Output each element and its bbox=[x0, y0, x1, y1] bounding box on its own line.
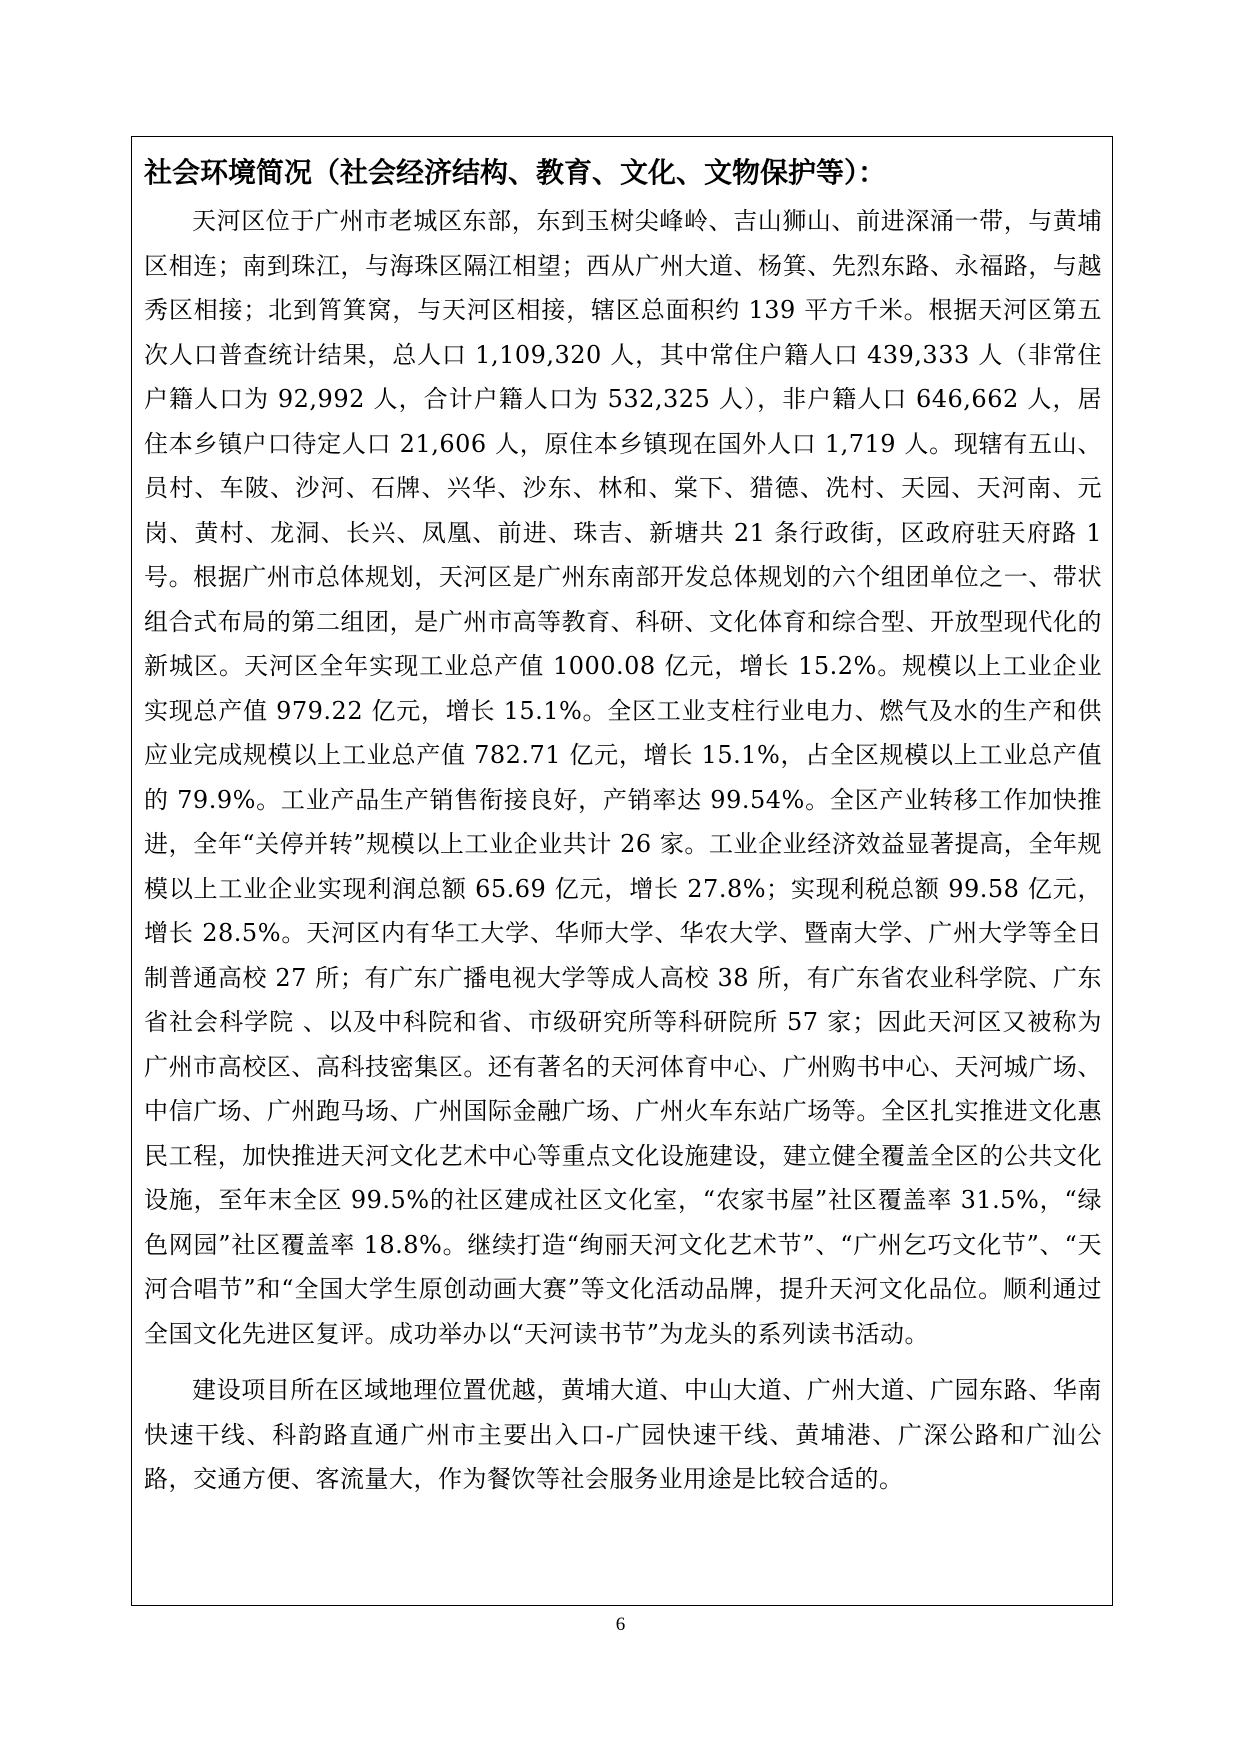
section-heading: 社会环境简况（社会经济结构、教育、文化、文物保护等）： bbox=[144, 156, 887, 189]
body-paragraph-location: 建设项目所在区域地理位置优越，黄埔大道、中山大道、广州大道、广园东路、华南快速干线、科韵路直通广州市主要出入口-广园快速干线、黄埔港、广深公路和广汕公路，交通方便、客流量大，作为餐饮等社会服务业用途是比较合适的。 bbox=[144, 1376, 1102, 1493]
page-number: 6 bbox=[615, 1614, 626, 1635]
body-paragraph-social-environment: 天河区位于广州市老城区东部，东到玉树尖峰岭、吉山狮山、前进深涌一带，与黄埔区相连；南到珠江，与海珠区隔江相望；西从广州大道、杨箕、先烈东路、永福路，与越秀区相接；北到筲箕窝，与天河区相接，辖区总面积约 139 平方千米。根据天河区第五次人口普查统计结果，总人口 1,109,320 人，其中常住户籍人口 439,333 人（非常住户籍人口为 92,992 人，合计户籍人口为 532,325 人），非户籍人口 646,662 人，居住本乡镇户口待定人口 21,606 人，原住本乡镇现在国外人口 1,719 人。现辖有五山、员村、车陂、沙河、石牌、兴华、沙东、林和、棠下、猎德、冼村、天园、天河南、元岗、黄村、龙洞、长兴、凤凰、前进、珠吉、新塘共 21 条行政街，区政府驻天府路 1 号。根据广州市总体规划，天河区是广州东南部开发总体规划的六个组团单位之一、带状组合式布局的第二组团，是广州市高等教育、科研、文化体育和综合型、开放型现代化的新城区。天河区全年实现工业总产值 1000.08 亿元，增长 15.2%。规模以上工业企业实现总产值 979.22 亿元，增长 15.1%。全区工业支柱行业电力、燃气及水的生产和供应业完成规模以上工业总产值 782.71 亿元，增长 15.1%，占全区规模以上工业总产值的 79.9%。工业产品生产销售衔接良好，产销率达 99.54%。全区产业转移工作加快推进，全年“关停并转”规模以上工业企业共计 26 家。工业企业经济效益显著提高，全年规模以上工业企业实现利润总额 65.69 亿元，增长 27.8%；实现利税总额 99.58 亿元，增长 28.5%。天河区内有华工大学、华师大学、华农大学、暨南大学、广州大学等全日制普通高校 27 所；有广东广播电视大学等成人高校 38 所，有广东省农业科学院、广东省社会科学院 、以及中科院和省、市级研究所等科研院所 57 家；因此天河区又被称为广州市高校区、高科技密集区。还有著名的天河体育中心、广州购书中心、天河城广场、中信广场、广州跑马场、广州国际金融广场、广州火车东站广场等。全区扎实推进文化惠民工程，加快推进天河文化艺术中心等重点文化设施建设，建立健全覆盖全区的公共文化设施，至年末全区 99.5%的社区建成社区文化室，“农家书屋”社区覆盖率 31.5%，“绿色网园”社区覆盖率 18.8%。继续打造“绚丽天河文化艺术节”、“广州乞巧文化节”、“天河合唱节”和“全国大学生原创动画大赛”等文化活动品牌，提升天河文化品位。顺利通过全国文化先进区复评。成功举办以“天河读书节”为龙头的系列读书活动。 bbox=[144, 207, 1102, 1348]
content-frame bbox=[131, 136, 1113, 1606]
